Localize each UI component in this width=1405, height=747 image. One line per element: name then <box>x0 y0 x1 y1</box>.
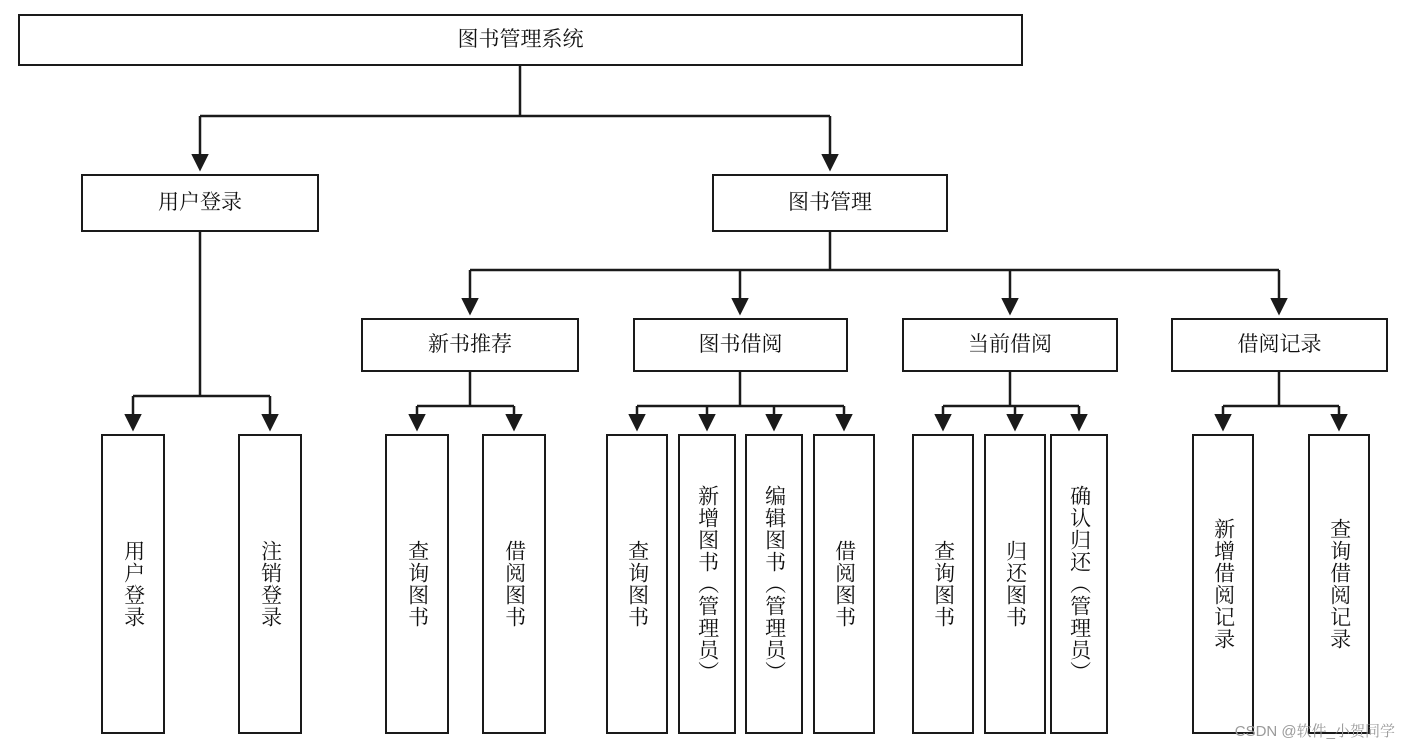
node-leaf-return-book[interactable] <box>984 434 1046 734</box>
node-leaf-query-book-recommend[interactable] <box>385 434 449 734</box>
node-leaf-add-borrow-record-label: 新增借阅记录 <box>1211 518 1235 650</box>
node-leaf-query-book-current[interactable] <box>912 434 974 734</box>
node-leaf-borrow-book-recommend-label: 借阅图书 <box>502 540 526 628</box>
node-leaf-query-borrow-record-label: 查询借阅记录 <box>1327 518 1351 650</box>
node-new-book-recommend-label: 新书推荐 <box>428 332 512 356</box>
node-book-borrow[interactable] <box>633 318 848 372</box>
node-leaf-query-book-current-label: 查询图书 <box>931 540 955 628</box>
node-leaf-borrow-book[interactable] <box>813 434 875 734</box>
node-leaf-user-login-label: 用户登录 <box>121 540 145 628</box>
node-leaf-logout[interactable] <box>238 434 302 734</box>
node-new-book-recommend[interactable] <box>361 318 579 372</box>
node-leaf-confirm-return-admin[interactable] <box>1050 434 1108 734</box>
node-leaf-query-book-borrow[interactable] <box>606 434 668 734</box>
node-leaf-add-borrow-record[interactable] <box>1192 434 1254 734</box>
node-book-management[interactable] <box>712 174 948 232</box>
node-borrow-records[interactable] <box>1171 318 1388 372</box>
node-leaf-edit-book-admin-label: 编辑图书（管理员） <box>762 485 786 683</box>
node-leaf-add-book-admin-label: 新增图书（管理员） <box>695 485 719 683</box>
node-book-management-label: 图书管理 <box>788 190 872 214</box>
node-leaf-borrow-book-recommend[interactable] <box>482 434 546 734</box>
node-user-login-label: 用户登录 <box>158 190 242 214</box>
node-user-login[interactable] <box>81 174 319 232</box>
node-leaf-user-login[interactable] <box>101 434 165 734</box>
node-leaf-return-book-label: 归还图书 <box>1003 540 1027 628</box>
node-leaf-logout-label: 注销登录 <box>258 540 282 628</box>
node-leaf-query-book-recommend-label: 查询图书 <box>405 540 429 628</box>
node-root[interactable] <box>18 14 1023 66</box>
node-book-borrow-label: 图书借阅 <box>698 332 783 356</box>
node-borrow-records-label: 借阅记录 <box>1237 332 1322 356</box>
watermark: CSDN @软件_小贺同学 <box>1234 723 1395 740</box>
node-leaf-query-book-borrow-label: 查询图书 <box>625 540 649 628</box>
node-leaf-confirm-return-admin-label: 确认归还（管理员） <box>1067 485 1091 683</box>
node-leaf-edit-book-admin[interactable] <box>745 434 803 734</box>
node-current-borrow-label: 当前借阅 <box>968 332 1052 356</box>
node-leaf-add-book-admin[interactable] <box>678 434 736 734</box>
node-leaf-query-borrow-record[interactable] <box>1308 434 1370 734</box>
node-current-borrow[interactable] <box>902 318 1118 372</box>
node-root-label: 图书管理系统 <box>457 27 584 51</box>
node-leaf-borrow-book-label: 借阅图书 <box>832 540 856 628</box>
